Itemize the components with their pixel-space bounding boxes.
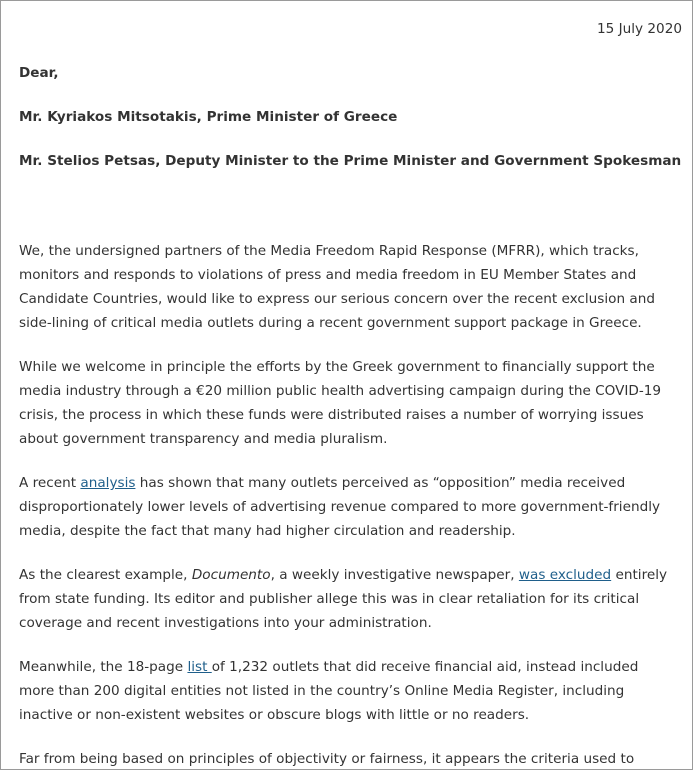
recipient-spokesman: Mr. Stelios Petsas, Deputy Minister to the Prime Minister and Government Spokesman — [19, 153, 682, 169]
text-segment: entirely — [611, 567, 668, 583]
paragraph-intro — [19, 239, 687, 335]
paragraph-list — [19, 655, 687, 727]
paragraph-line: about government transparency and media pluralism. — [19, 431, 388, 447]
paragraph-funding — [19, 355, 687, 451]
paragraph-line: monitors and responds to violations of press and media freedom in EU Member States and — [19, 267, 637, 283]
paragraph-line: coverage and recent investigations into your administration. — [19, 615, 432, 631]
text-segment: , a weekly investigative newspaper, — [270, 567, 519, 583]
text-segment: As the clearest example, — [19, 567, 192, 583]
paragraph-line: more than 200 digital entities not listed in the country’s Online Media Register, including — [19, 683, 625, 699]
paragraph-line: disproportionately lower levels of advertising revenue compared to more government-friendly — [19, 499, 661, 515]
paragraph-line: inactive or non-existent websites or obscure blogs with little or no readers. — [19, 707, 530, 723]
paragraph-line: We, the undersigned partners of the Media Freedom Rapid Response (MFRR), which tracks, — [19, 243, 639, 259]
paragraph-documento — [19, 563, 687, 635]
paragraph-line: Far from being based on principles of objectivity or fairness, it appears the criteria used to — [19, 751, 635, 767]
paragraph-line: While we welcome in principle the efforts by the Greek government to financially support the — [19, 359, 655, 375]
list-link[interactable]: list — [187, 659, 212, 675]
paragraph-line: media, despite the fact that many had higher circulation and readership. — [19, 523, 516, 539]
text-segment: of 1,232 outlets that did receive financial aid, instead included — [211, 659, 639, 675]
paragraph-line: media industry through a €20 million public health advertising campaign during the COVID-19 — [19, 383, 662, 399]
paragraph-line — [19, 471, 687, 495]
paragraph-line: from state funding. Its editor and publisher allege this was in clear retaliation for its critical — [19, 591, 640, 607]
paragraph-line: crisis, the process in which these funds were distributed raises a number of worrying issues — [19, 407, 644, 423]
letter-date: 15 July 2020 — [597, 21, 682, 37]
paragraph-criteria — [19, 747, 687, 771]
paragraph-line — [19, 563, 687, 587]
salutation: Dear, — [19, 65, 59, 81]
analysis-link[interactable]: analysis — [80, 475, 136, 491]
paragraph-line — [19, 655, 687, 679]
text-segment: A recent — [19, 475, 81, 491]
was-excluded-link[interactable]: was excluded — [518, 567, 612, 583]
paragraph-line: side-lining of critical media outlets during a recent government support package in Greece. — [19, 315, 642, 331]
text-segment: Meanwhile, the 18-page — [19, 659, 188, 675]
newspaper-name: Documento — [191, 567, 271, 583]
text-segment: has shown that many outlets perceived as “opposition” media received — [135, 475, 626, 491]
paragraph-analysis — [19, 471, 687, 543]
recipient-prime-minister: Mr. Kyriakos Mitsotakis, Prime Minister of Greece — [19, 109, 398, 125]
paragraph-line: Candidate Countries, would like to express our serious concern over the recent exclusion and — [19, 291, 655, 307]
